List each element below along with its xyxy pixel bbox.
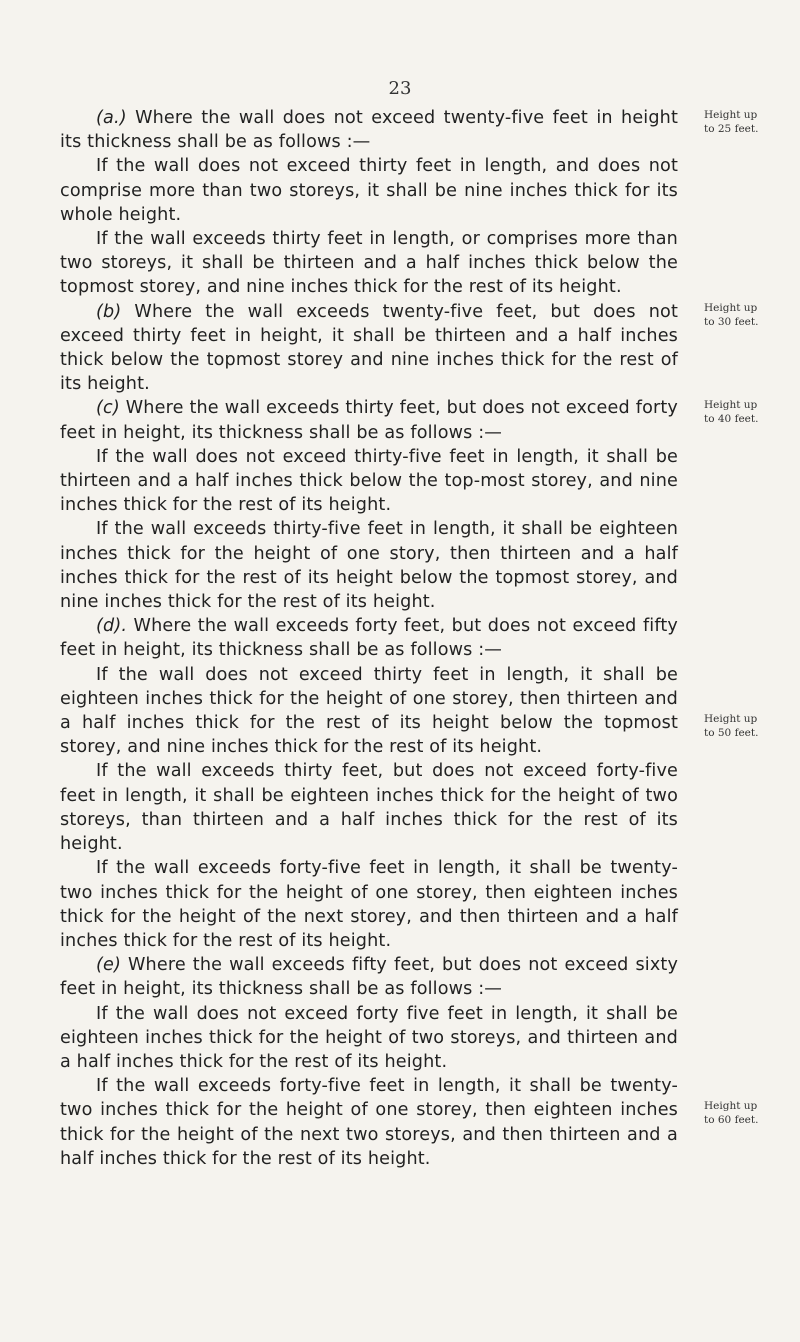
paragraph <box>60 1002 678 1075</box>
paragraph-text: Where the wall exceeds forty feet, but does not exceed fifty feet in height, its thickness shall be as follows :— <box>60 616 678 661</box>
paragraph-b <box>60 300 678 397</box>
margin-note-line: Height up <box>704 302 758 314</box>
paragraph-text: If the wall exceeds thirty feet in length, or comprises more than two storeys, it shall be thirteen and a half inches thick below the topmost storey, and nine inches thick for the rest of its height. <box>60 229 678 298</box>
clause-label-d: (d). <box>96 616 128 637</box>
paragraph-text: If the wall does not exceed thirty feet in length, it shall be eighteen inches thick for the height of one storey, then thirteen and a half inches thick for the rest of its height below the topmost storey, and nine inches thick for the rest of its height. <box>60 664 678 758</box>
clause-label-e: (e) <box>96 955 122 976</box>
paragraph-text: If the wall exceeds forty-five feet in length, it shall be twenty-two inches thick for the height of one storey, then eighteen inches thick for the height of the next two storeys, and then thirteen and a half inches thick for the rest of its height. <box>60 1076 678 1169</box>
paragraph <box>60 1074 678 1171</box>
margin-note-line: Height up <box>704 109 758 121</box>
paragraph-text: If the wall exceeds forty-five feet in length, it shall be twenty-two inches thick for the height of one storey, then eighteen inches thick for the height of the next storey, and then thirteen and a half inches thick for the rest of its height. <box>60 858 678 951</box>
margin-note-line: Height up <box>704 1100 758 1112</box>
paragraph-text: If the wall does not exceed thirty-five feet in length, it shall be thirteen and a half inches thick below the top-most storey, and nine inches thick for the rest of its height. <box>60 446 678 516</box>
paragraph-d <box>60 614 678 662</box>
page-number: 23 <box>388 78 412 99</box>
clause-label-a: (a.) <box>96 108 127 128</box>
paragraph-text: Where the wall exceeds fifty feet, but does not exceed sixty feet in height, its thickness shall be as follows :— <box>60 955 678 1000</box>
paragraph <box>60 227 678 300</box>
margin-note-line: Height up <box>704 713 758 725</box>
paragraph-text: Where the wall exceeds twenty-five feet, but does not exceed thirty feet in height, it shall be thirteen and a half inches thick below the topmost storey and nine inches thick for the rest of its height. <box>60 301 678 395</box>
margin-note-60ft <box>704 1099 794 1127</box>
paragraph-text: Where the wall exceeds thirty feet, but does not exceed forty feet in height, its thickness shall be as follows :— <box>60 398 678 443</box>
paragraph-text: If the wall does not exceed forty five feet in length, it shall be eighteen inches thick for the height of two storeys, and thirteen and a half inches thick for the rest of its height. <box>60 1003 678 1072</box>
paragraph-text: If the wall exceeds thirty-five feet in length, it shall be eighteen inches thick for the height of one story, then thirteen and a half inches thick for the rest of its height below the topmost storey, and nine inches thick for the rest of its height. <box>60 519 678 613</box>
body-text <box>60 106 678 1171</box>
margin-note-line: to 30 feet. <box>704 316 759 328</box>
margin-note-line: to 25 feet. <box>704 123 759 135</box>
paragraph-e <box>60 953 678 1001</box>
paragraph-text: If the wall exceeds thirty feet, but does not exceed forty-five feet in length, it shall be eighteen inches thick for the height of two storeys, than thirteen and a half inches thick for the rest of its height. <box>60 761 678 855</box>
margin-note-40ft <box>704 398 794 426</box>
margin-note-30ft <box>704 301 794 329</box>
paragraph-text: If the wall does not exceed thirty feet in length, and does not comprise more than two storeys, it shall be nine inches thick for its whole height. <box>60 156 678 225</box>
paragraph-c <box>60 396 678 444</box>
clause-label-b: (b) <box>96 301 122 322</box>
clause-label-c: (c) <box>96 398 120 419</box>
margin-note-line: to 60 feet. <box>704 1114 759 1126</box>
margin-note-25ft <box>704 108 794 136</box>
margin-note-line: Height up <box>704 399 758 411</box>
paragraph <box>60 759 678 856</box>
paragraph <box>60 663 678 760</box>
paragraph <box>60 154 678 227</box>
margin-note-50ft <box>704 712 794 740</box>
paragraph-text: Where the wall does not exceed twenty-five feet in height its thickness shall be as follows :— <box>60 108 678 153</box>
margin-note-line: to 40 feet. <box>704 413 759 425</box>
paragraph <box>60 856 678 953</box>
paragraph <box>60 445 678 518</box>
margin-note-line: to 50 feet. <box>704 727 759 739</box>
paragraph <box>60 517 678 614</box>
paragraph-a <box>60 106 678 154</box>
